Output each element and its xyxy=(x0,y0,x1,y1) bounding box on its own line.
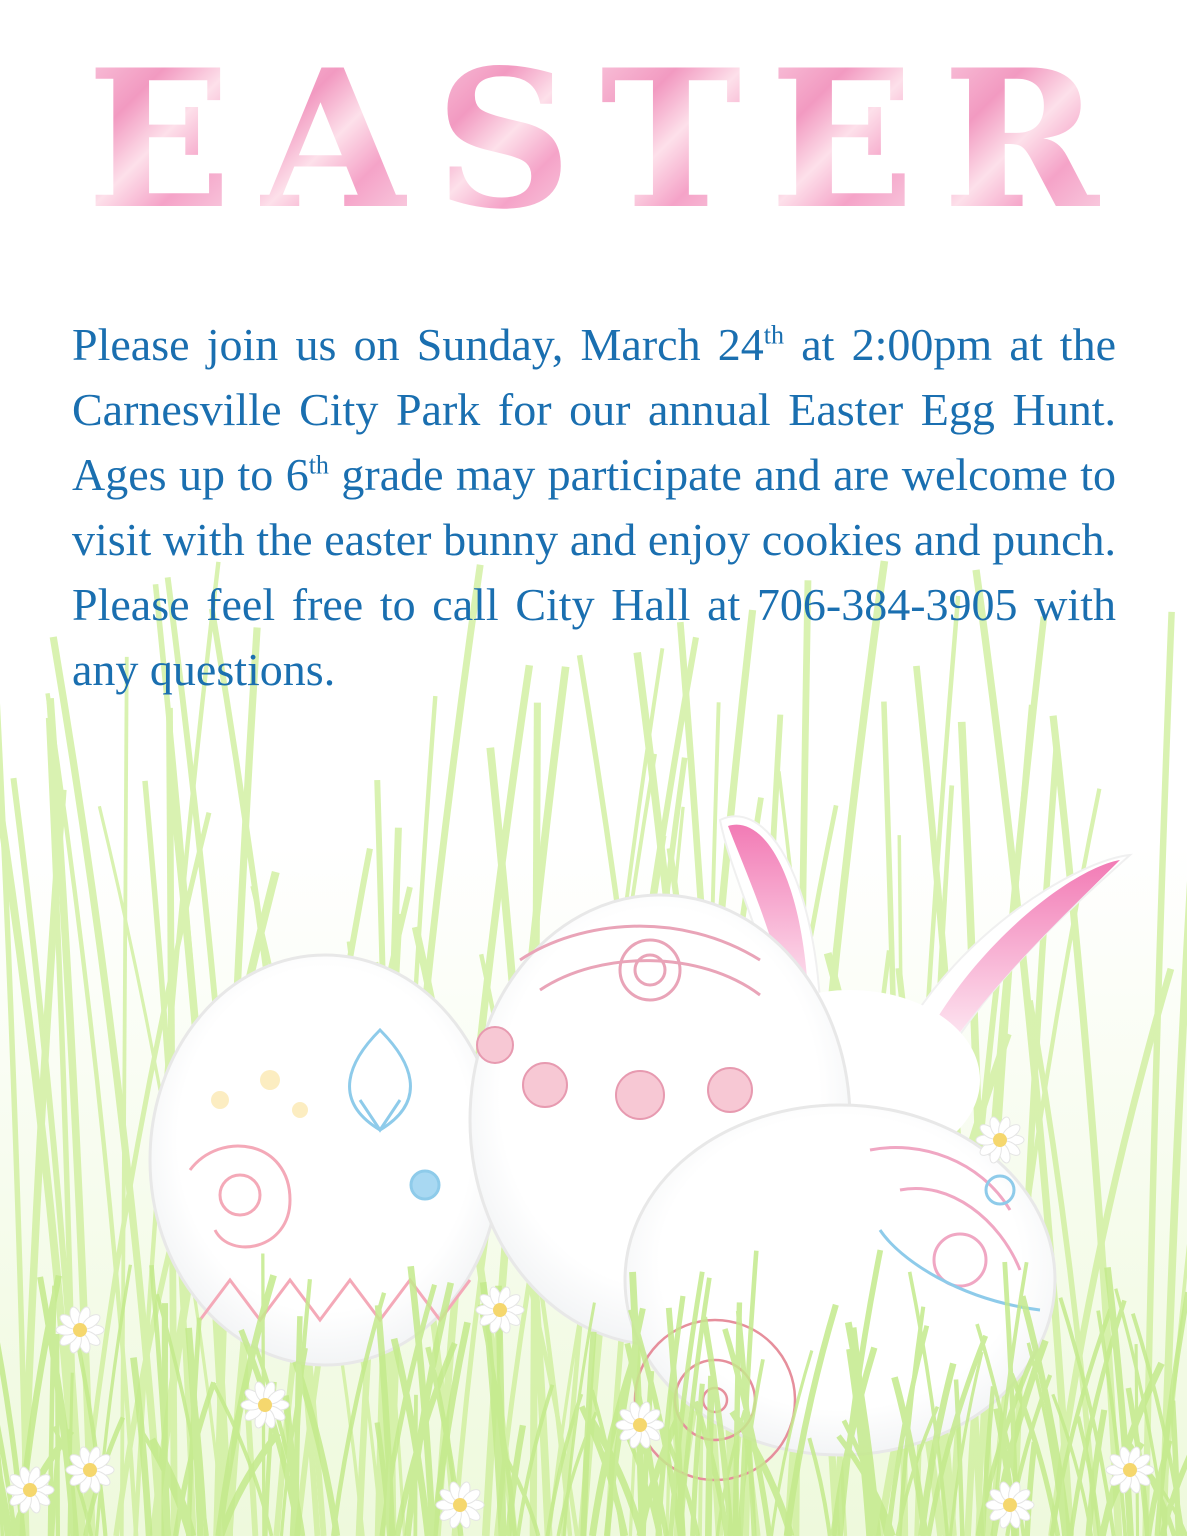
ordinal-suffix-1: th xyxy=(763,320,785,350)
title-letter-s: S xyxy=(434,28,573,251)
title-letter-a: A xyxy=(259,28,407,251)
description-part-1: Please join us on Sunday, March 24 xyxy=(72,319,764,370)
easter-title xyxy=(0,28,1187,251)
title-letter-e2: E xyxy=(769,28,915,251)
event-description xyxy=(72,312,1116,702)
title-letter-t: T xyxy=(600,28,742,251)
title-letter-e1: E xyxy=(86,28,232,251)
title-letter-r: R xyxy=(942,28,1101,251)
ordinal-suffix-2: th xyxy=(308,450,329,480)
description-part-3: grade may participate and are welcome to visit with the easter bunny and enjoy cookies and punch. Please feel free to call City Hall at 706-384-3905 with any questions. xyxy=(72,449,1116,695)
description-part-2: at 2:00pm at the Carnesville City Park for our annual Easter Egg Hunt. Ages up to 6 xyxy=(72,319,1117,500)
